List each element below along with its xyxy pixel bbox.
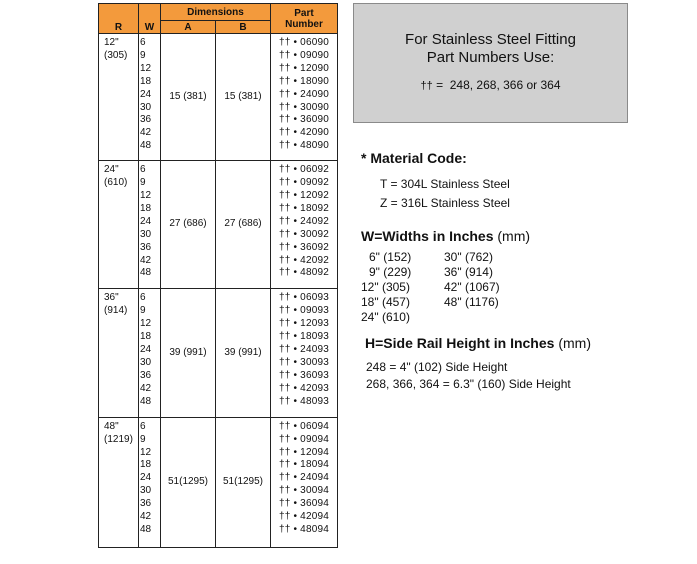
width-entry: 24" (610): [361, 310, 410, 324]
part-number: †† • 12094: [279, 446, 329, 458]
width-value: 48: [140, 395, 152, 407]
radius-cell: [99, 289, 139, 417]
widths-heading-text: W=Widths in Inches: [361, 228, 494, 244]
width-value: 24: [140, 344, 152, 356]
dimension-b: 27 (686): [216, 161, 271, 289]
width-value: 36: [140, 114, 152, 126]
width-value: 12: [140, 318, 152, 330]
part-number: †† • 48094: [279, 523, 329, 535]
part-number: †† • 36093: [279, 369, 329, 381]
part-number: †† • 36094: [279, 498, 329, 510]
dagger-symbol: ††: [420, 80, 433, 92]
radius-cell: [99, 161, 139, 289]
width-value: 42: [140, 254, 152, 266]
material-line-t: T = 304L Stainless Steel: [380, 177, 510, 191]
width-value: 6: [140, 420, 146, 432]
part-number: †† • 42090: [279, 127, 329, 139]
dimension-b: 39 (991): [216, 289, 271, 417]
header-a: A: [161, 21, 216, 34]
dimension-b: 51(1295): [216, 417, 271, 547]
part-number: †† • 42093: [279, 382, 329, 394]
part-number: †† • 06093: [279, 292, 329, 304]
part-number-cell: [271, 289, 338, 417]
part-number: †† • 48093: [279, 395, 329, 407]
part-number-cell: [271, 417, 338, 547]
radius-value: 48": [104, 420, 119, 432]
stainless-steel-info-box: [353, 3, 628, 123]
width-cell: [139, 417, 161, 547]
height-entry: 268, 366, 364 = 6.3" (160) Side Height: [366, 377, 571, 391]
part-number: †† • 09093: [279, 305, 329, 317]
height-heading: [365, 335, 591, 351]
width-entry: 48" (1176): [444, 295, 499, 309]
material-line-z: Z = 316L Stainless Steel: [380, 196, 510, 210]
width-entry: 6" (152): [369, 250, 412, 264]
width-value: 6: [140, 164, 146, 176]
part-number: †† • 30094: [279, 485, 329, 497]
header-w: W: [139, 4, 161, 34]
width-value: 12: [140, 446, 152, 458]
radius-group-24: [99, 161, 338, 289]
height-heading-unit: (mm): [558, 335, 591, 351]
radius-mm: (610): [104, 177, 128, 189]
widths-heading-unit: (mm): [497, 228, 531, 244]
part-number: †† • 42092: [279, 254, 329, 266]
part-number: †† • 06090: [279, 37, 329, 48]
part-number: †† • 30092: [279, 228, 329, 240]
width-value: 36: [140, 498, 152, 510]
width-entry: 42" (1067): [444, 280, 500, 294]
part-number: †† • 36092: [279, 241, 329, 253]
part-number: †† • 24092: [279, 215, 329, 227]
width-value: 48: [140, 523, 152, 535]
dimension-a: 51(1295): [161, 417, 216, 547]
part-number: †† • 18090: [279, 75, 329, 87]
width-value: 30: [140, 228, 152, 240]
part-number: †† • 24093: [279, 344, 329, 356]
radius-cell: [99, 34, 139, 161]
width-entry: 9" (229): [369, 265, 412, 279]
part-number: †† • 36090: [279, 114, 329, 126]
info-box-title: [354, 31, 627, 67]
width-entry: 30" (762): [444, 250, 493, 264]
width-cell: [139, 161, 161, 289]
width-entry: 12" (305): [361, 280, 410, 294]
width-value: 30: [140, 357, 152, 368]
radius-cell: [99, 417, 139, 547]
part-number: †† • 48092: [279, 267, 329, 279]
header-b: B: [216, 21, 271, 34]
width-value: 24: [140, 215, 152, 227]
width-value: 42: [140, 127, 152, 139]
dimension-a: 15 (381): [161, 34, 216, 161]
radius-group-48: [99, 417, 338, 547]
part-number: †† • 12092: [279, 190, 329, 202]
width-value: 24: [140, 472, 152, 484]
width-value: 30: [140, 485, 152, 497]
part-number: †† • 30093: [279, 357, 329, 368]
width-value: 24: [140, 88, 152, 100]
width-value: 9: [140, 433, 146, 445]
header-part-number: Part Number: [271, 4, 338, 34]
width-value: 48: [140, 267, 152, 279]
stainless-codes: = 248, 268, 366 or 364: [432, 78, 561, 92]
radius-group-12: [99, 34, 338, 161]
part-number: †† • 30090: [279, 101, 329, 113]
width-value: 9: [140, 305, 146, 317]
part-number: †† • 42094: [279, 511, 329, 523]
width-entry: 36" (914): [444, 265, 493, 279]
height-heading-text: H=Side Rail Height in Inches: [365, 335, 555, 351]
dimension-a: 39 (991): [161, 289, 216, 417]
width-value: 6: [140, 292, 146, 304]
radius-mm: (305): [104, 49, 128, 61]
width-value: 36: [140, 241, 152, 253]
width-value: 9: [140, 177, 146, 189]
radius-group-36: [99, 289, 338, 417]
width-entry: 18" (457): [361, 295, 410, 309]
width-value: 36: [140, 369, 152, 381]
width-cell: [139, 34, 161, 161]
width-cell: [139, 289, 161, 417]
info-title-line1: For Stainless Steel Fitting: [405, 31, 576, 48]
width-value: 42: [140, 511, 152, 523]
part-number: †† • 48090: [279, 140, 329, 152]
width-value: 48: [140, 140, 152, 152]
part-number: †† • 09090: [279, 49, 329, 61]
width-value: 18: [140, 331, 152, 343]
part-number-cell: [271, 161, 338, 289]
part-number: †† • 24094: [279, 472, 329, 484]
radius-value: 24": [104, 164, 119, 176]
width-value: 12: [140, 62, 152, 74]
info-box-codes: [354, 78, 627, 92]
part-number: †† • 24090: [279, 88, 329, 100]
dimensions-table: [98, 3, 338, 548]
radius-value: 36": [104, 292, 119, 304]
part-number: †† • 18092: [279, 202, 329, 214]
part-number: †† • 09094: [279, 433, 329, 445]
part-number: †† • 12090: [279, 62, 329, 74]
part-number: †† • 18094: [279, 459, 329, 471]
part-number: †† • 12093: [279, 318, 329, 330]
radius-mm: (1219): [104, 433, 133, 445]
part-number: †† • 06092: [279, 164, 329, 176]
width-value: 18: [140, 202, 152, 214]
info-title-line2: Part Numbers Use:: [426, 49, 555, 66]
part-number-cell: [271, 34, 338, 161]
table-header: [99, 4, 338, 34]
height-entry: 248 = 4" (102) Side Height: [366, 360, 508, 374]
width-value: 30: [140, 101, 152, 113]
width-value: 18: [140, 75, 152, 87]
width-value: 42: [140, 382, 152, 394]
radius-mm: (914): [104, 305, 128, 317]
part-number: †† • 06094: [279, 420, 329, 432]
width-value: 6: [140, 37, 146, 48]
dimension-b: 15 (381): [216, 34, 271, 161]
width-value: 9: [140, 49, 146, 61]
dimension-a: 27 (686): [161, 161, 216, 289]
width-value: 18: [140, 459, 152, 471]
header-r: R: [99, 4, 139, 34]
widths-heading: [361, 228, 530, 244]
part-number: †† • 18093: [279, 331, 329, 343]
radius-value: 12": [104, 37, 119, 48]
width-value: 12: [140, 190, 152, 202]
material-heading: * Material Code:: [361, 150, 467, 166]
header-dimensions: Dimensions: [161, 4, 271, 21]
part-number: †† • 09092: [279, 177, 329, 189]
